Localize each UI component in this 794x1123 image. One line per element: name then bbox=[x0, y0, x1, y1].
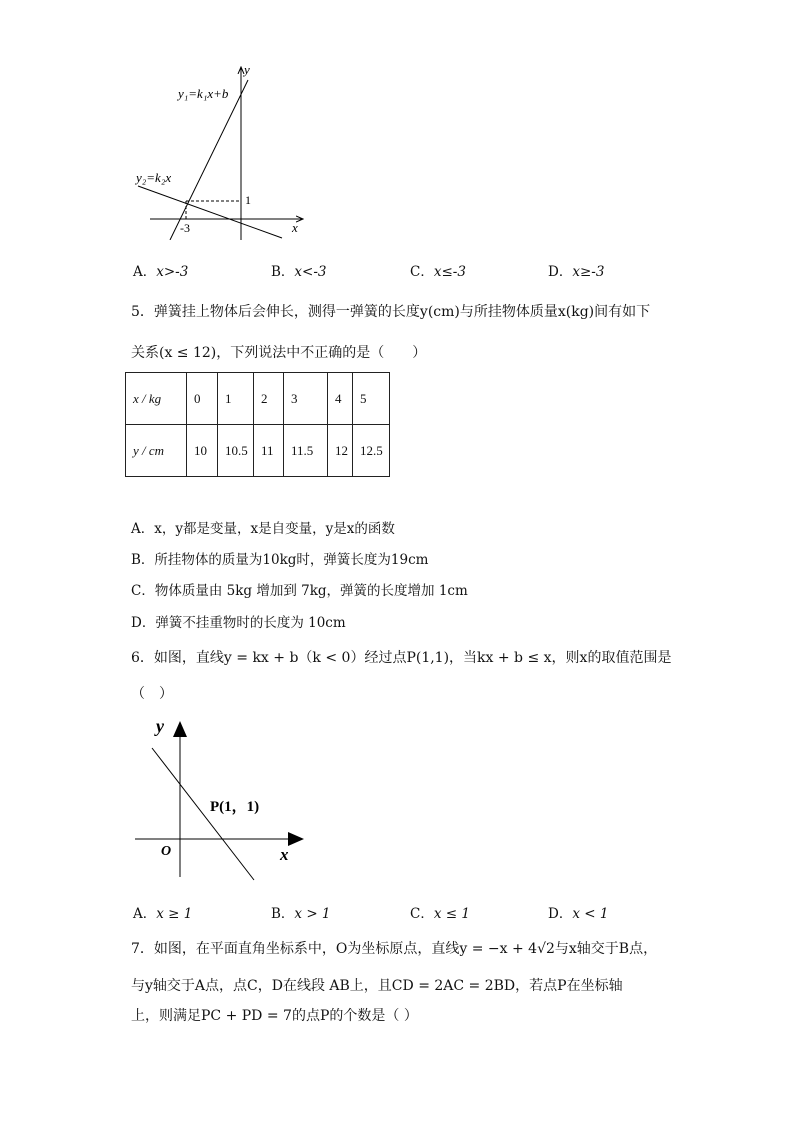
line-y1 bbox=[170, 80, 248, 240]
table-cell: 2 bbox=[254, 373, 284, 425]
line2-label: y₂=k₂x bbox=[136, 170, 172, 185]
table-row bbox=[126, 373, 390, 425]
q7-stem-line1: 7．如图，在平面直角坐标系中，O为坐标原点，直线y = −x + 4√2与x轴交于B点， bbox=[131, 941, 658, 957]
table-cell: 10.5 bbox=[218, 425, 254, 477]
q4-option-b[interactable]: B．x<-3 bbox=[271, 264, 327, 280]
line-y2 bbox=[138, 186, 282, 238]
graph-q4 bbox=[130, 60, 315, 240]
table-cell: 11 bbox=[254, 425, 284, 477]
line1-label: y₁=k₁x+b bbox=[178, 86, 229, 101]
origin-label: O bbox=[161, 844, 172, 859]
table-cell: 0 bbox=[187, 373, 218, 425]
graph-q6 bbox=[130, 712, 310, 884]
q5-stem-line1: 5．弹簧挂上物体后会伸长，测得一弹簧的长度y(cm)与所挂物体质量x(kg)间有如下 bbox=[131, 304, 651, 320]
q7-stem-line2: 与y轴交于A点，点C，D在线段 AB上，且CD = 2AC = 2BD，若点P在坐标轴 bbox=[131, 978, 623, 994]
q5-option-d[interactable]: D．弹簧不挂重物时的长度为 10cm bbox=[131, 615, 346, 631]
x-axis-label: x bbox=[292, 220, 298, 235]
tick-y: 1 bbox=[245, 193, 251, 207]
table-cell: 11.5 bbox=[284, 425, 328, 477]
q6-option-a[interactable]: A．x ≥ 1 bbox=[133, 906, 193, 922]
q7-stem-line3: 上，则满足PC + PD = 7的点P的个数是（ ） bbox=[131, 1008, 418, 1024]
tick-x: -3 bbox=[180, 221, 190, 235]
table-row bbox=[126, 425, 390, 477]
q6-stem-line1: 6．如图，直线y = kx + b（k < 0）经过点P(1,1)，当kx + b ≤ x，则x的取值范围是 bbox=[131, 650, 672, 666]
y-axis-label: y bbox=[156, 716, 164, 736]
q4-option-c[interactable]: C．x≤-3 bbox=[410, 264, 466, 280]
q5-option-a[interactable]: A．x，y都是变量，x是自变量，y是x的函数 bbox=[131, 521, 395, 537]
table-cell: 5 bbox=[353, 373, 390, 425]
point-p-label: P(1，1) bbox=[210, 799, 260, 815]
q5-table bbox=[125, 372, 390, 477]
table-cell: 12.5 bbox=[353, 425, 390, 477]
q5-option-b[interactable]: B．所挂物体的质量为10kg时，弹簧长度为19cm bbox=[131, 552, 429, 568]
x-axis-label: x bbox=[280, 845, 289, 864]
table-cell: 4 bbox=[328, 373, 353, 425]
q6-option-d[interactable]: D．x < 1 bbox=[548, 906, 609, 922]
table-cell: 12 bbox=[328, 425, 353, 477]
table-cell: 10 bbox=[187, 425, 218, 477]
table-cell: 1 bbox=[218, 373, 254, 425]
q4-option-a[interactable]: A．x>-3 bbox=[133, 264, 189, 280]
q6-stem-line2: （ ） bbox=[131, 686, 173, 702]
q6-option-c[interactable]: C．x ≤ 1 bbox=[410, 906, 470, 922]
q5-option-c[interactable]: C．物体质量由 5kg 增加到 7kg，弹簧的长度增加 1cm bbox=[131, 583, 468, 599]
q4-option-d[interactable]: D．x≥-3 bbox=[548, 264, 605, 280]
table-header-cell: x / kg bbox=[126, 373, 187, 425]
table-cell: 3 bbox=[284, 373, 328, 425]
y-axis-label: y bbox=[244, 62, 250, 77]
q5-stem-line2: 关系(x ≤ 12)，下列说法中不正确的是（ ） bbox=[131, 345, 427, 361]
q6-option-b[interactable]: B．x > 1 bbox=[271, 906, 331, 922]
table-header-cell: y / cm bbox=[126, 425, 187, 477]
